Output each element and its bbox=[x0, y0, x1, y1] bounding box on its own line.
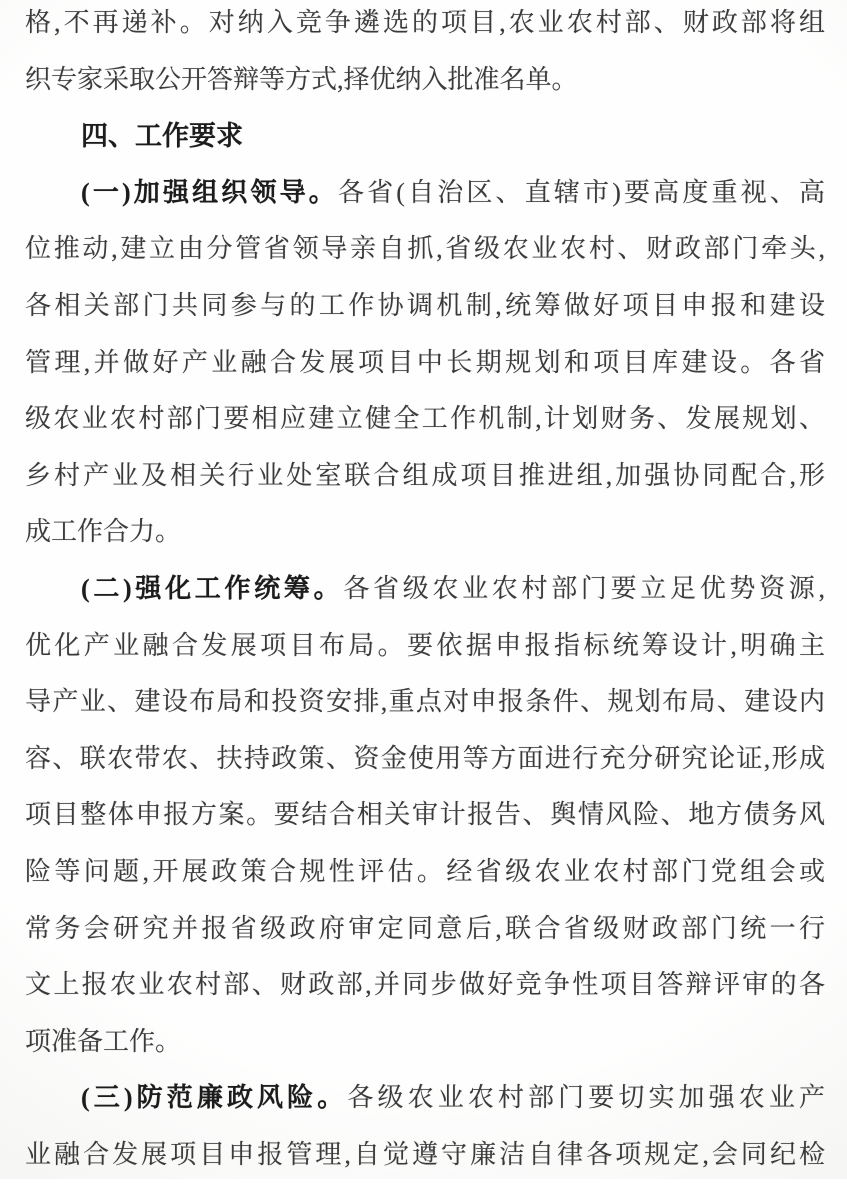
text-line bbox=[25, 165, 825, 222]
text-line bbox=[25, 1070, 825, 1127]
paragraph-bold-lead: (三)防范廉政风险。 bbox=[81, 1083, 348, 1113]
text-run: 业融合发展项目申报管理,自觉遵守廉洁自律各项规定,会同纪检 bbox=[25, 1139, 825, 1169]
text-run: 格,不再递补。对纳入竞争遴选的项目,农业农村部、财政部将组 bbox=[25, 8, 825, 37]
text-line bbox=[25, 901, 825, 958]
text-line bbox=[25, 1014, 825, 1071]
text-run: 项目整体申报方案。要结合相关审计报告、舆情风险、地方债务风 bbox=[25, 800, 825, 830]
document-text-body bbox=[25, 0, 825, 1183]
text-run: 位推动,建立由分管省领导亲自抓,省级农业农村、财政部门牵头, bbox=[25, 234, 825, 264]
text-line bbox=[25, 335, 825, 392]
text-line bbox=[25, 618, 825, 675]
text-line bbox=[25, 221, 825, 278]
paragraph-bold-lead: (一)加强组织领导。 bbox=[81, 177, 338, 207]
text-line bbox=[25, 844, 825, 901]
heading-text: 四、工作要求 bbox=[81, 121, 243, 152]
text-line bbox=[25, 957, 825, 1014]
text-run: 成工作合力。 bbox=[25, 517, 182, 547]
text-line bbox=[25, 52, 825, 109]
text-line bbox=[25, 674, 825, 731]
text-run: 级农业农村部门要相应建立健全工作机制,计划财务、发展规划、 bbox=[25, 404, 825, 434]
text-run: 各级农业农村部门要切实加强农业产 bbox=[347, 1083, 825, 1113]
text-line bbox=[25, 731, 825, 788]
text-run: 优化产业融合发展项目布局。要依据申报指标统筹设计,明确主 bbox=[25, 630, 825, 660]
text-run: 乡村产业及相关行业处室联合组成项目推进组,加强协同配合,形 bbox=[25, 460, 825, 490]
text-run: 容、联农带农、扶持政策、资金使用等方面进行充分研究论证,形成 bbox=[25, 743, 825, 773]
paragraph-item-two bbox=[25, 561, 825, 1070]
paragraph-continued-from-previous-page bbox=[25, 0, 825, 108]
text-line bbox=[25, 504, 825, 561]
text-run: 各相关部门共同参与的工作协调机制,统筹做好项目申报和建设 bbox=[25, 290, 825, 320]
text-run: 各省(自治区、直辖市)要高度重视、高 bbox=[337, 177, 825, 207]
paragraph-bold-lead: (二)强化工作统筹。 bbox=[81, 573, 344, 603]
text-run: 项准备工作。 bbox=[25, 1026, 182, 1056]
text-run: 导产业、建设布局和投资安排,重点对申报条件、规划布局、建设内 bbox=[25, 687, 825, 717]
text-run: 险等问题,开展政策合规性评估。经省级农业农村部门党组会或 bbox=[25, 856, 825, 886]
paragraph-item-three bbox=[25, 1070, 825, 1183]
text-run: 文上报农业农村部、财政部,并同步做好竞争性项目答辩评审的各 bbox=[25, 970, 825, 1000]
text-line bbox=[25, 448, 825, 505]
text-run: 常务会研究并报省级政府审定同意后,联合省级财政部门统一行 bbox=[25, 913, 825, 943]
text-run: 管理,并做好产业融合发展项目中长期规划和项目库建设。各省 bbox=[25, 347, 825, 377]
text-line bbox=[25, 391, 825, 448]
paragraph-item-one bbox=[25, 165, 825, 561]
text-line bbox=[25, 1127, 825, 1183]
text-run: 织专家采取公开答辩等方式,择优纳入批准名单。 bbox=[25, 64, 578, 94]
text-line bbox=[25, 787, 825, 844]
text-run: 各省级农业农村部门要立足优势资源, bbox=[343, 573, 825, 603]
text-line bbox=[25, 0, 825, 52]
heading-line bbox=[25, 108, 825, 165]
text-line bbox=[25, 278, 825, 335]
text-line bbox=[25, 561, 825, 618]
section-heading-four bbox=[25, 108, 825, 165]
